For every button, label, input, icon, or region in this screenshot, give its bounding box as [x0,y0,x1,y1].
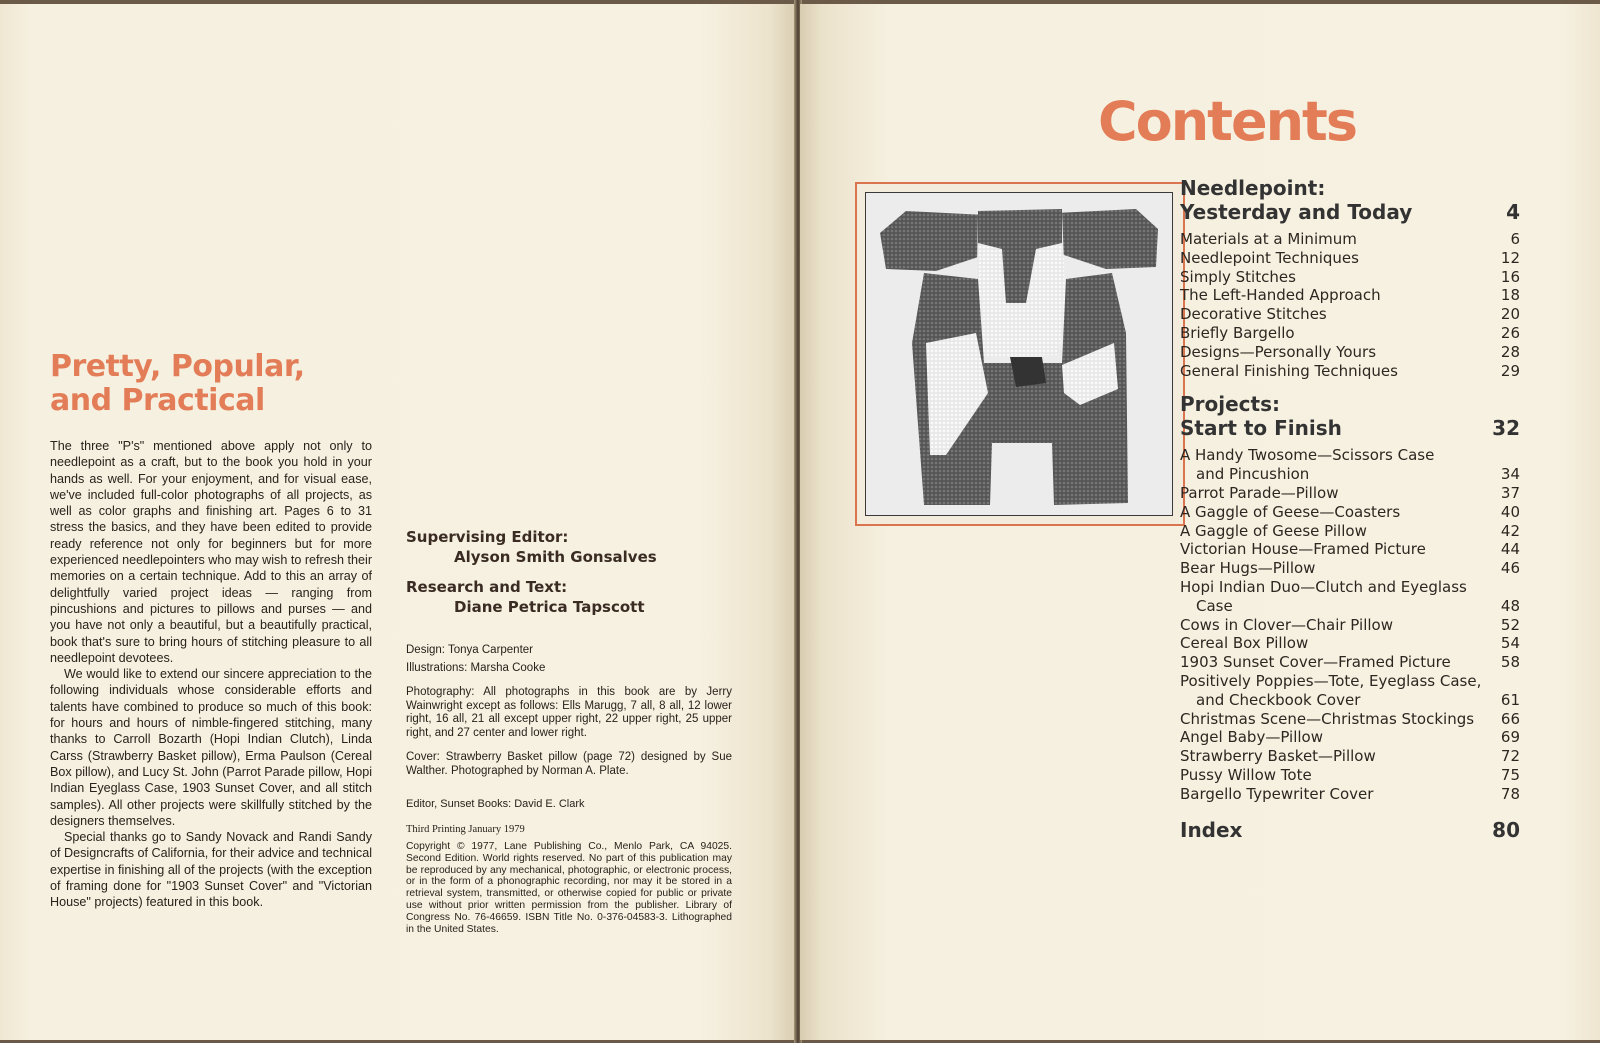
toc-item: A Gaggle of Geese Pillow 42 [1180,521,1520,540]
toc-item: Needlepoint Techniques 12 [1180,248,1520,267]
table-of-contents [1180,176,1520,842]
toc-item: Angel Baby—Pillow 69 [1180,728,1520,747]
toc-item: Bear Hugs—Pillow 46 [1180,559,1520,578]
research-label: Research and Text: [406,578,568,596]
left-heading [50,350,305,418]
toc-item: A Gaggle of Geese—Coasters 40 [1180,502,1520,521]
toc-item: Briefly Bargello 26 [1180,323,1520,342]
intro-paragraph: The three "P's" mentioned above apply not only to needlepoint as a craft, but to the book you hold in your hands as well. For your enjoyment, and for visual ease, we've included full-color photographs of all projects, as well as color graphs and finishing art. Pages 6 to 31 stress the basics, and they have been edited to provide ready reference not only for beginners but for more experienced needlepointers who may wish to refresh their memories on a certain technique. Add to this an array of delightfully varied project ideas — ranging from pincushions and pictures to pillows and purses — and you have not only a beautiful, but a beautifully practical, book that's sure to bring hours of stitching pleasure to all needlepoint devotees. [50,439,373,665]
editor-credit: Editor, Sunset Books: David E. Clark [406,798,585,810]
toc-item: Materials at a Minimum 6 [1180,230,1520,248]
toc-item: Parrot Parade—Pillow 37 [1180,483,1520,502]
toc-item: Positively Poppies—Tote, Eyeglass Case, and Checkbook Cover 61 [1180,671,1520,709]
toc-section-title: Needlepoint: Yesterday and Today 4 [1180,176,1520,224]
cow-needlepoint-photo [855,182,1185,526]
toc-item: The Left-Handed Approach 18 [1180,286,1520,305]
right-page [800,4,1600,1040]
toc-section [1180,176,1520,380]
photography-credit: Photography: All photographs in this book are by Jerry Wainwright except as follows: Ells Marugg, 7 all, 8 all, 12 lower right, 16 all, 21 all except upper right, 22 upper right, 25 upper right, and 27 center and lower right. [406,686,732,739]
toc-item: A Handy Twosome—Scissors Case and Pincushion 34 [1180,446,1520,484]
toc-item: Strawberry Basket—Pillow 72 [1180,747,1520,766]
contents-title: Contents [1098,90,1357,153]
toc-list [1180,446,1520,803]
toc-index [1180,818,1520,842]
supervising-editor-name: Alyson Smith Gonsalves [454,548,657,566]
index-label: Index [1180,817,1243,842]
left-heading-line2: and Practical [50,383,265,418]
toc-item: Cows in Clover—Chair Pillow 52 [1180,615,1520,634]
toc-list [1180,230,1520,380]
left-heading-line1: Pretty, Popular, [50,349,305,384]
credits-block [406,528,732,935]
toc-section-title: Projects: Start to Finish 32 [1180,392,1520,441]
intro-paragraph: Special thanks go to Sandy Novack and Randi Sandy of Designcrafts of California, for their advice and technical expertise in finishing all of the projects (with the exception of framing done for "1903 Sunset Cover" and "Victorian House" projects) featured in this book. [50,830,373,910]
toc-item: Simply Stitches 16 [1180,267,1520,286]
toc-item: Designs—Personally Yours 28 [1180,342,1520,361]
toc-section-page: 32 [1492,416,1520,441]
toc-item: Bargello Typewriter Cover 78 [1180,784,1520,803]
left-page [0,4,796,1040]
toc-item: Christmas Scene—Christmas Stockings 66 [1180,709,1520,728]
intro-text [50,438,372,911]
toc-item: General Finishing Techniques 29 [1180,361,1520,380]
copyright-notice: Copyright © 1977, Lane Publishing Co., Menlo Park, CA 94025. Second Edition. World rights reserved. No part of this publication may be reproduced by any mechanical, photographic, or electronic process, or in the form of a phonographic recording, nor may it be stored in a retrieval system, transmitted, or otherwise copied for public or private use without prior written permission from the publisher. Library of Congress No. 76-46659. ISBN Title No. 0-376-04583-3. Lithographed in the United States. [406,841,732,935]
printing-note: Third Printing January 1979 [406,824,525,835]
photo-inner [865,192,1173,516]
design-credit: Design: Tonya Carpenter [406,644,533,656]
cover-credit: Cover: Strawberry Basket pillow (page 72) designed by Sue Walther. Photographed by Norman A. Plate. [406,751,732,777]
supervising-editor-label: Supervising Editor: [406,528,569,546]
toc-item: Victorian House—Framed Picture 44 [1180,540,1520,559]
research-name: Diane Petrica Tapscott [454,598,645,616]
illustrations-credit: Illustrations: Marsha Cooke [406,661,546,674]
toc-item: Decorative Stitches 20 [1180,305,1520,324]
intro-paragraph: We would like to extend our sincere appreciation to the following individuals whose considerable efforts and talents have combined to produce so much of this book: for hours and hours of nimble-fingered stitching, many thanks to Carroll Bozarth (Hopi Indian Clutch), Linda Carss (Strawberry Basket pillow), Erma Paulson (Cereal Box pillow), and Lucy St. John (Parrot Parade pillow, Hopi Indian Eyeglass Case, 1903 Sunset Cover, and all stitch samples). All other projects were skillfully stitched by the designers themselves. [50,667,373,828]
toc-section-page: 4 [1506,200,1520,224]
toc-item: Hopi Indian Duo—Clutch and Eyeglass Case 48 [1180,577,1520,615]
cow-icon [866,193,1172,515]
toc-section [1180,392,1520,803]
toc-item: Pussy Willow Tote 75 [1180,765,1520,784]
toc-item: Cereal Box Pillow 54 [1180,634,1520,653]
toc-item: 1903 Sunset Cover—Framed Picture 58 [1180,653,1520,672]
index-page: 80 [1492,817,1520,842]
